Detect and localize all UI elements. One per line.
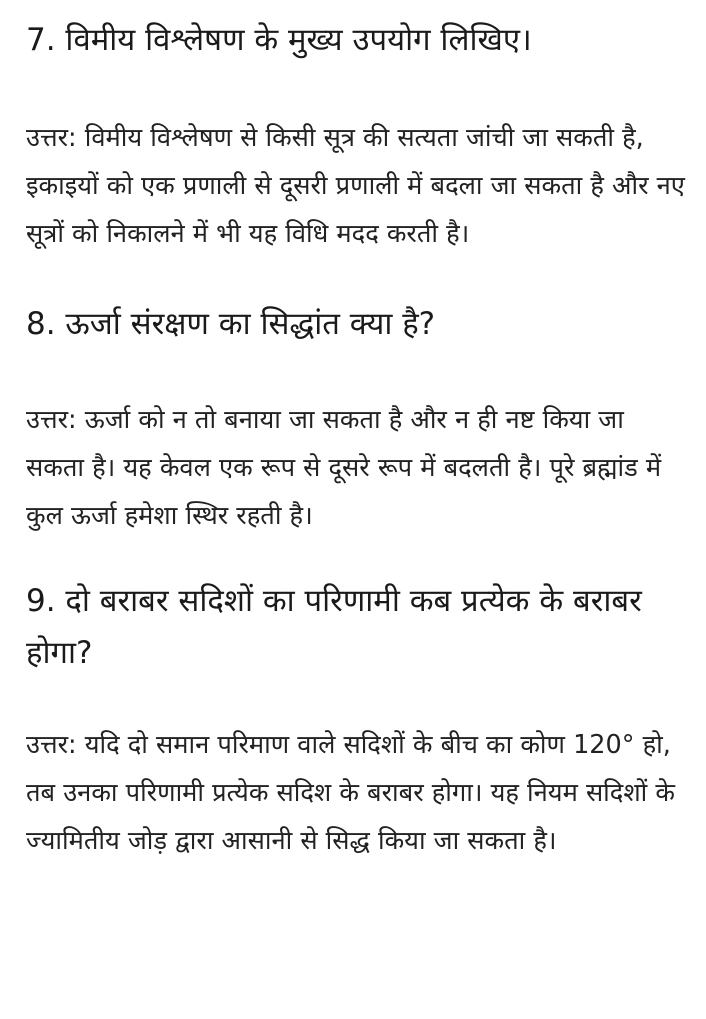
answer-7	[26, 114, 686, 258]
question-7: 7. विमीय विश्लेषण के मुख्य उपयोग लिखिए।	[26, 22, 532, 58]
question-8: 8. ऊर्जा संरक्षण का सिद्धांत क्या है?	[26, 306, 436, 342]
answer-text: विमीय विश्लेषण से किसी सूत्र की सत्यता जांची जा सकती है, इकाइयों को एक प्रणाली से दूसरी प्रणाली में बदला जा सकता है और नए सूत्रों को निकालने में भी यह विधि मदद करती है।	[26, 123, 685, 249]
answer-text: यदि दो समान परिमाण वाले सदिशों के बीच का कोण 120° हो, तब उनका परिणामी प्रत्येक सदिश के बराबर होगा। यह नियम सदिशों के ज्यामितीय जोड़ द्वारा आसानी से सिद्ध किया जा सकता है।	[26, 730, 675, 856]
question-9: 9. दो बराबर सदिशों का परिणामी कब प्रत्येक के बराबर होगा?	[26, 583, 642, 671]
answer-label: उत्तर:	[26, 730, 77, 760]
answer-text: ऊर्जा को न तो बनाया जा सकता है और न ही नष्ट किया जा सकता है। यह केवल एक रूप से दूसरे रूप में बदलती है। पूरे ब्रह्मांड में कुल ऊर्जा हमेशा स्थिर रहती है।	[26, 405, 662, 531]
answer-label: उत्तर:	[26, 405, 77, 435]
answer-9	[26, 721, 686, 865]
qa-block-9	[26, 575, 686, 865]
qa-block-7	[26, 14, 686, 258]
qa-block-8	[26, 298, 686, 540]
answer-label: उत्तर:	[26, 123, 77, 153]
answer-8	[26, 396, 686, 540]
question-answer-list	[26, 14, 686, 865]
